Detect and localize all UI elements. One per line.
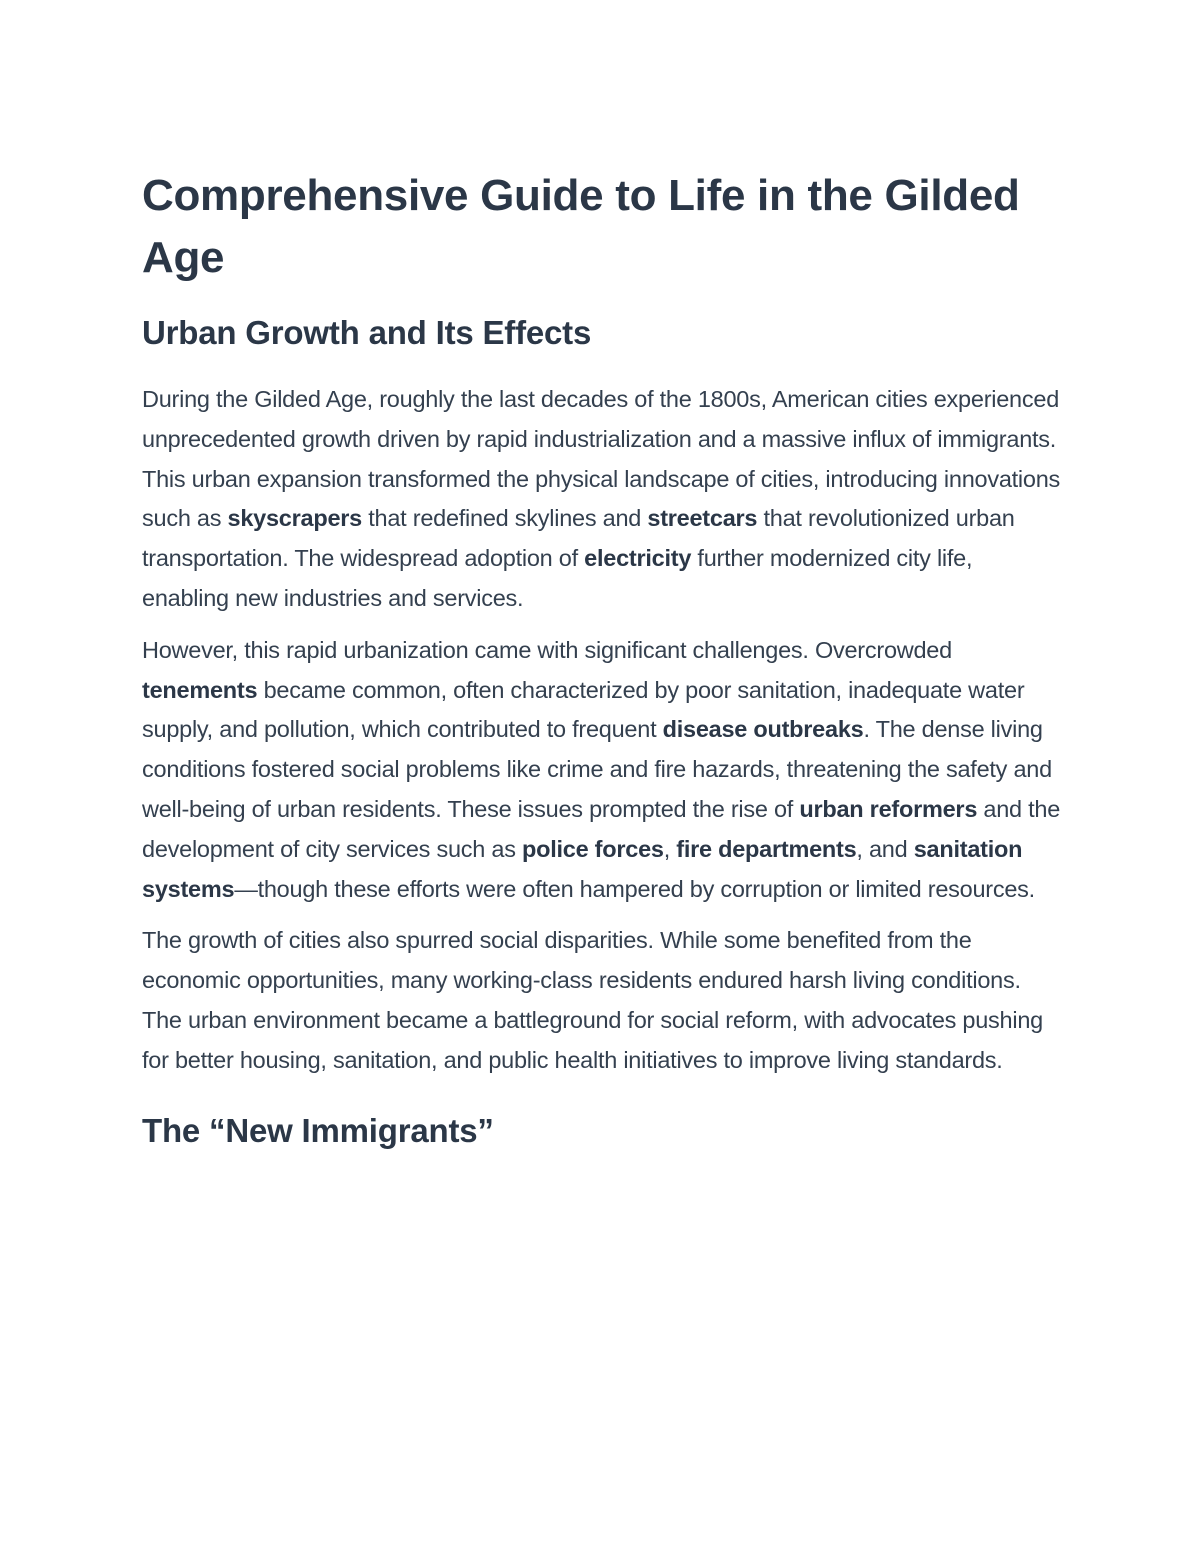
text-run: . The dense living conditions fostered social problems like crime and fire hazards, threatening the safety and well-being of urban residents. These issues prompted the rise of bbox=[142, 716, 1052, 822]
text-run: and the development of city services such as bbox=[142, 795, 1061, 862]
text-run: , and bbox=[856, 835, 914, 862]
section-heading-urban-growth: Urban Growth and Its Effects bbox=[142, 314, 592, 351]
text-run: However, this rapid urbanization came with significant challenges. Overcrowded bbox=[142, 636, 952, 663]
text-run: that redefined skylines and bbox=[361, 505, 648, 532]
emphasized-term: skyscrapers bbox=[227, 505, 362, 532]
text-run: The growth of cities also spurred social disparities. While some benefited from the economic opportunities, many working-class residents endured harsh living conditions. The urban environment became a battleground for social reform, with advocates pushing for better housing, sanitation, and public health initiatives to improve living standards. bbox=[142, 927, 1043, 1073]
document-title: Comprehensive Guide to Life in the Gilded Age bbox=[142, 171, 1020, 282]
paragraph-urban-growth-1 bbox=[142, 380, 1062, 619]
text-run: , bbox=[663, 835, 677, 862]
emphasized-term: police forces bbox=[521, 835, 664, 862]
paragraph-urban-growth-3 bbox=[142, 921, 1062, 1080]
section-heading-new-immigrants: The “New Immigrants” bbox=[142, 1111, 494, 1149]
text-run: —though these efforts were often hampered by corruption or limited resources. bbox=[234, 875, 1035, 902]
paragraph-urban-growth-2 bbox=[142, 631, 1062, 910]
emphasized-term: tenements bbox=[142, 676, 258, 703]
emphasized-term: urban reformers bbox=[799, 795, 978, 822]
emphasized-term: fire departments bbox=[676, 835, 857, 862]
document-page bbox=[142, 165, 1062, 1153]
text-run: During the Gilded Age, roughly the last decades of the 1800s, American cities experienced unprecedented growth driven by rapid industrialization and a massive influx of immigrants. This urban expansion transformed the physical landscape of cities, introducing innovations such as bbox=[142, 386, 1061, 532]
emphasized-term: electricity bbox=[584, 545, 692, 572]
emphasized-term: sanitation systems bbox=[142, 835, 1023, 902]
text-run: further modernized city life, enabling new industries and services. bbox=[142, 545, 973, 611]
text-run: became common, often characterized by poor sanitation, inadequate water supply, and pollution, which contributed to frequent bbox=[142, 676, 1025, 743]
text-run: that revolutionized urban transportation. The widespread adoption of bbox=[142, 505, 1015, 572]
emphasized-term: streetcars bbox=[647, 505, 758, 532]
emphasized-term: disease outbreaks bbox=[662, 716, 864, 743]
